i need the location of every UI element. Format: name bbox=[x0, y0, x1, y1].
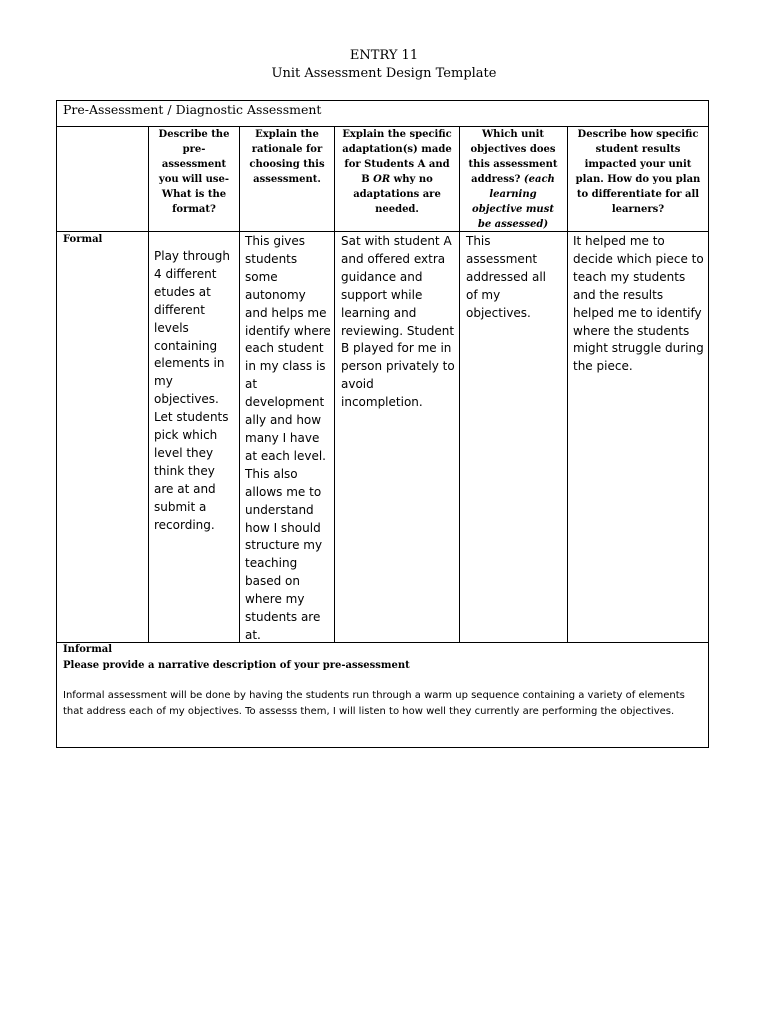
table-divider bbox=[567, 126, 568, 642]
document-title: ENTRY 11 bbox=[349, 48, 419, 63]
table-divider bbox=[148, 126, 149, 642]
table-divider bbox=[459, 126, 460, 642]
formal-cell-adaptations: Sat with student A and offered extra guidance and support while learning and reviewing. Student B played for me in person privately to avoid incompletion. bbox=[341, 234, 455, 410]
table-divider bbox=[56, 642, 709, 643]
informal-description: Informal assessment will be done by having the students run through a warm up sequence containing a variety of elements that address each of my objectives. To assesss them, I will listen to how well they currently are performing the objectives. bbox=[63, 690, 685, 717]
table-divider bbox=[56, 231, 709, 232]
column-header-impact bbox=[572, 127, 704, 217]
formal-cell-impact: It helped me to decide which piece to teach my students and the results helped me to identify where the students might struggle during the piece. bbox=[573, 234, 704, 374]
formal-cell-format: Play through 4 different etudes at different levels containing elements in my objectives. Let students pick which level they think they are at and submit a recording. bbox=[154, 249, 230, 532]
column-header-text: Explain the rationale for choosing this assessment. bbox=[249, 129, 325, 185]
row-label-informal: Informal bbox=[63, 644, 113, 655]
column-header-format bbox=[158, 127, 230, 217]
column-header-text: why no adaptations are needed. bbox=[353, 174, 441, 215]
formal-cell-objectives: This assessment addressed all of my objectives. bbox=[466, 234, 546, 320]
column-header-text: How do you plan to differentiate for all learners? bbox=[576, 174, 701, 215]
column-header-emphasis: (each learning objective must be assessed) bbox=[472, 174, 555, 230]
column-header-text: Describe how specific student results impacted your unit plan. bbox=[575, 129, 699, 185]
column-header-text: Explain the specific adaptation(s) made for Students A and B bbox=[342, 129, 452, 185]
column-header-emphasis: OR bbox=[373, 174, 391, 185]
formal-cell-rationale: This gives students some autonomy and helps me identify where each student in my class is at development ally and how many I have at each level. This also allows me to understand how I should structure my teaching based on where my students are at. bbox=[245, 234, 331, 642]
table-divider bbox=[239, 126, 240, 642]
row-label-formal: Formal bbox=[63, 234, 103, 245]
informal-prompt: Please provide a narrative description of your pre-assessment bbox=[63, 660, 410, 671]
column-header-text: Describe the pre-assessment you will use- What is the format? bbox=[158, 129, 230, 215]
section-heading: Pre-Assessment / Diagnostic Assessment bbox=[63, 102, 322, 117]
column-header-text: Which unit objectives does this assessment address? bbox=[468, 129, 558, 185]
column-header-adaptations bbox=[340, 127, 454, 217]
document-subtitle: Unit Assessment Design Template bbox=[271, 66, 497, 81]
column-header-objectives bbox=[464, 127, 562, 232]
table-divider bbox=[334, 126, 335, 642]
column-header-rationale bbox=[244, 127, 330, 187]
